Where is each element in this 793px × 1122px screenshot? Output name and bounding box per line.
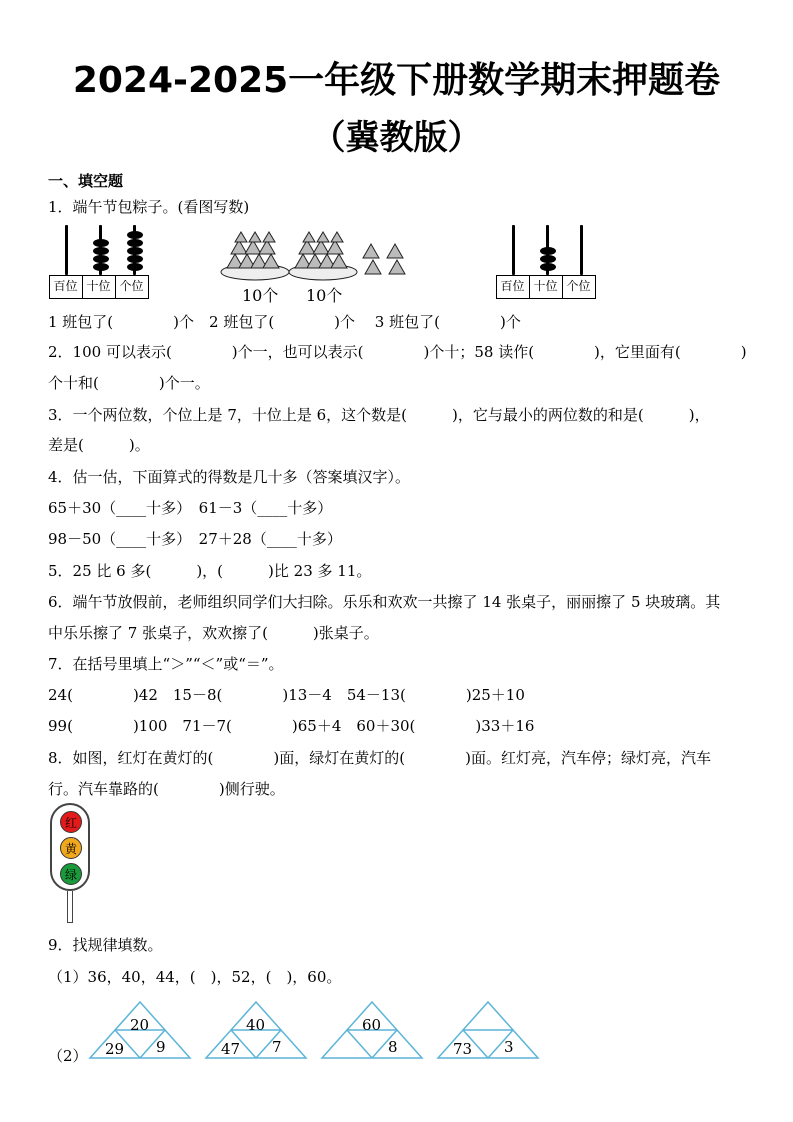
abacus-bead <box>93 239 109 247</box>
question-6-line-1: 6．端午节放假前，老师组织同学们大扫除。乐乐和欢欢一共擦了 14 张桌子，丽丽擦了 5 块玻璃。其 <box>48 593 721 611</box>
abacus-bead <box>540 255 556 263</box>
question-1-answers: 1 班包了( )个 2 班包了( )个 3 班包了( )个 <box>48 313 521 331</box>
question-7-line-2: 24( )42 15－8( )13－4 54－13( )25＋10 <box>48 686 525 704</box>
abacus-bead <box>93 263 109 271</box>
abacus-bead <box>127 263 143 271</box>
abacus-rod-hundreds <box>65 225 68 275</box>
abacus-label-ones: 个位 <box>566 279 591 293</box>
page-subtitle: （冀教版） <box>311 118 482 158</box>
question-1: 1．端午节包粽子。(看图写数) <box>48 198 250 216</box>
zongzi-illustration <box>215 228 415 284</box>
triangle-right-number: 9 <box>156 1038 166 1056</box>
question-6-line-2: 中乐乐擦了 7 张桌子，欢欢擦了( )张桌子。 <box>48 624 379 642</box>
abacus-bead <box>93 255 109 263</box>
abacus-bead <box>127 247 143 255</box>
triangle-top-number: 60 <box>362 1016 382 1034</box>
question-5: 5．25 比 6 多( )，( )比 23 多 11。 <box>48 562 372 580</box>
triangle-left-number: 73 <box>453 1040 473 1058</box>
abacus-label-hundreds: 百位 <box>53 279 78 293</box>
abacus-bead <box>93 247 109 255</box>
question-8-line-2: 行。汽车靠路的( )侧行驶。 <box>48 780 285 798</box>
traffic-light-pole <box>67 891 73 923</box>
section-heading: 一、填空题 <box>48 172 124 190</box>
question-2-line-2: 个十和( )个一。 <box>48 374 210 392</box>
abacus-left <box>49 225 149 301</box>
red-lamp: 红 <box>60 811 82 833</box>
question-7-line-1: 7．在括号里填上“＞”“＜”或“＝”。 <box>48 655 284 673</box>
abacus-bead <box>127 255 143 263</box>
question-3-line-2: 差是( )。 <box>48 436 150 454</box>
zongzi-group-icon <box>227 232 279 268</box>
zongzi-group-icon <box>295 232 347 268</box>
abacus-label-hundreds: 百位 <box>500 279 525 293</box>
question-9-part-2-label: （2） <box>48 1047 88 1065</box>
question-4-line-3: 98－50（____十多） 27＋28（____十多） <box>48 530 342 548</box>
zongzi-single-icon <box>363 244 405 274</box>
abacus-rod-ones <box>580 225 583 275</box>
page-title: 2024-2025一年级下册数学期末押题卷 <box>72 60 721 101</box>
number-triangle <box>320 1000 424 1060</box>
abacus-bead <box>540 247 556 255</box>
question-9-part-1: （1）36，40，44，( )，52，( )，60。 <box>48 968 342 986</box>
yellow-lamp: 黄 <box>60 837 82 859</box>
zongzi-caption-1: 10个 <box>242 286 279 305</box>
abacus-right <box>496 225 596 301</box>
question-9: 9．找规律填数。 <box>48 936 163 954</box>
abacus-label-tens: 十位 <box>533 279 558 293</box>
number-triangle <box>204 1000 308 1060</box>
question-8-line-1: 8．如图，红灯在黄灯的( )面，绿灯在黄灯的( )面。红灯亮，汽车停；绿灯亮，汽车 <box>48 749 711 767</box>
triangle-right-number: 3 <box>504 1038 514 1056</box>
zongzi-caption-2: 10个 <box>306 286 343 305</box>
triangle-right-number: 7 <box>272 1038 282 1056</box>
question-4-line-2: 65＋30（____十多） 61－3（____十多） <box>48 499 333 517</box>
abacus-label-tens: 十位 <box>86 279 111 293</box>
triangle-left-number: 29 <box>105 1040 125 1058</box>
abacus-bead <box>127 239 143 247</box>
abacus-rod-hundreds <box>512 225 515 275</box>
abacus-bead <box>127 231 143 239</box>
number-triangle <box>436 1000 540 1060</box>
green-lamp: 绿 <box>60 863 82 885</box>
triangle-top-number: 20 <box>130 1016 150 1034</box>
triangle-top-number: 40 <box>246 1016 266 1034</box>
abacus-label-ones: 个位 <box>119 279 144 293</box>
question-3-line-1: 3．一个两位数，个位上是 7，十位上是 6，这个数是( )，它与最小的两位数的和是( )， <box>48 406 710 424</box>
question-2-line-1: 2．100 可以表示( )个一，也可以表示( )个十；58 读作( )，它里面有( ) <box>48 343 747 361</box>
triangle-icon <box>436 1000 540 1060</box>
triangle-right-number: 8 <box>388 1038 398 1056</box>
abacus-bead <box>540 263 556 271</box>
question-4-line-1: 4．估一估，下面算式的得数是几十多（答案填汉字）。 <box>48 468 411 486</box>
number-triangle <box>88 1000 192 1060</box>
triangle-left-number: 47 <box>221 1040 241 1058</box>
question-7-line-3: 99( )100 71－7( )65＋4 60＋30( )33＋16 <box>48 717 535 735</box>
